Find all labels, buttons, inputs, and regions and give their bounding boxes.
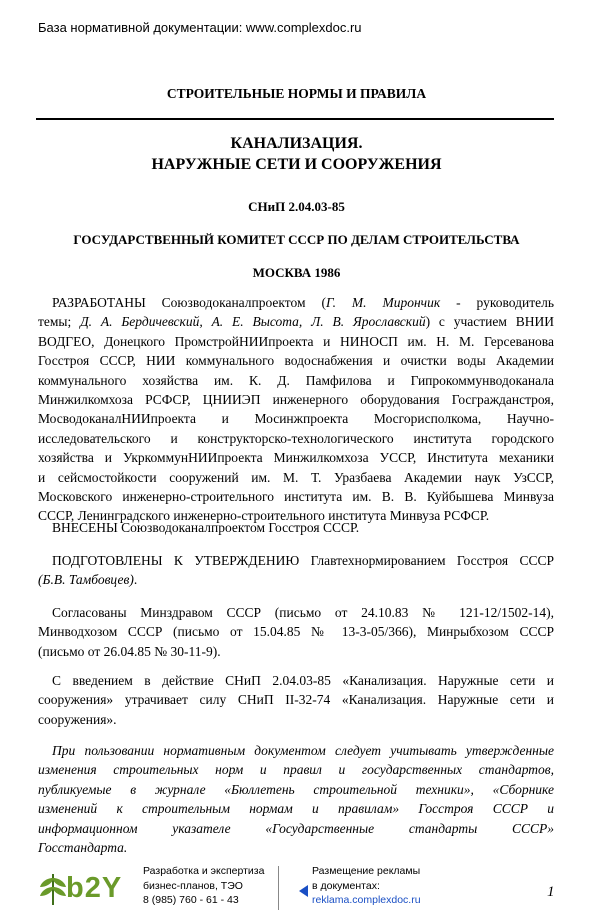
agreed-paragraph	[38, 603, 554, 661]
replaced-paragraph	[38, 671, 554, 729]
b2y-info	[143, 864, 264, 908]
developed-line: Московского инженерно-строительного института им. В. В. Куйбышева Минвуза	[38, 489, 554, 505]
document-code: СНиП 2.04.03-85	[248, 199, 345, 214]
ad-info	[312, 864, 421, 908]
developed-line: ВОДГЕО, Донецкого ПромстройНИИпроекта и НИНОСП им. Н. М. Герсеванова	[38, 333, 554, 349]
note-line: изменения строительных норм и правил и государственных стандартов,	[38, 762, 554, 778]
developed-line: хозяйства и УкркоммунНИИпроекта Минжилкомхоза УССР, Института механики	[38, 450, 554, 466]
left-arrow-icon	[299, 885, 308, 897]
developed-line: Госстроя СССР, НИИ коммунального водоснабжения и очистки воды Академии	[38, 353, 554, 369]
footer	[0, 862, 593, 921]
logo-text: b2Y	[66, 872, 123, 904]
note-paragraph	[38, 741, 554, 857]
agreed-line: Согласованы Минздравом СССР (письмо от 24.10.83 № 121-12/1502-14),	[52, 605, 554, 620]
b2y-line: Разработка и экспертиза	[143, 865, 265, 877]
developed-line: СССР, Ленинградского инженерно-строительного института Минвуза РСФСР.	[38, 508, 490, 524]
document-title	[0, 133, 593, 175]
developed-paragraph	[38, 293, 554, 526]
replaced-line: С введением в действие СНиП 2.04.03-85 «Канализация. Наружные сети и	[52, 673, 554, 688]
developed-line: коммунального хозяйства им. К. Д. Памфилова и Гипрокоммунводоканала	[38, 372, 554, 388]
introduced-paragraph	[38, 518, 554, 537]
leaf-icon	[38, 872, 68, 906]
developed-line: и сейсмостойкости сооружений им. М. Т. Уразбаева Академии наук УзССР,	[38, 469, 554, 485]
note-line: изменений к строительным нормам и правилам» Госстроя СССР и	[38, 801, 554, 817]
b2y-phone: 8 (985) 760 - 61 - 43	[143, 894, 239, 906]
replaced-line: сооружения» утрачивает силу СНиП II-32-74 «Канализация. Наружные сети и	[38, 692, 554, 708]
developed-line: РАЗРАБОТАНЫ Союзводоканалпроектом (Г. М. Мирончик - руководитель	[52, 295, 554, 310]
series-title: СТРОИТЕЛЬНЫЕ НОРМЫ И ПРАВИЛА	[166, 86, 427, 101]
page-number: 1	[547, 884, 555, 900]
ad-line: в документах:	[312, 879, 380, 892]
b2y-logo[interactable]	[38, 872, 136, 906]
note-line: информационном указателе «Государственные стандарты СССР»	[38, 820, 554, 836]
prepared-line: ПОДГОТОВЛЕНЫ К УТВЕРЖДЕНИЮ Главтехнормированием Госстроя СССР	[52, 553, 554, 568]
developed-line: исследовательского и конструкторско-технологического института городского	[38, 430, 554, 446]
b2y-line: бизнес-планов, ТЭО	[143, 879, 243, 892]
developed-line: темы; Д. А. Бердичевский, А. Е. Высота, Л. В. Ярославский) с участием ВНИИ	[38, 314, 554, 330]
introduced-line: ВНЕСЕНЫ Союзводоканалпроектом Госстроя СССР.	[52, 520, 360, 535]
prepared-paragraph	[38, 551, 554, 590]
developed-line: Минжилкомхоза РСФСР, ЦНИИЭП инженерного оборудования Госгражданстроя,	[38, 392, 554, 408]
committee-name: ГОСУДАРСТВЕННЫЙ КОМИТЕТ СССР ПО ДЕЛАМ СТРОИТЕЛЬСТВА	[73, 232, 520, 247]
note-line: публикуемые в журнале «Бюллетень строительной техники», «Сборнике	[38, 781, 554, 797]
title-line-1: КАНАЛИЗАЦИЯ.	[230, 135, 363, 152]
city-year: МОСКВА 1986	[252, 265, 341, 280]
title-line-2: НАРУЖНЫЕ СЕТИ И СООРУЖЕНИЯ	[151, 156, 442, 173]
replaced-line: сооружения».	[38, 711, 117, 727]
note-line: Госстандарта.	[38, 840, 128, 856]
site-header: База нормативной документации: www.complexdoc.ru	[38, 20, 362, 35]
developed-line: МосводоканалНИИпроекта и Мосинжпроекта Мосгорисполкома, Научно-	[38, 411, 554, 427]
ad-line: Размещение рекламы	[312, 865, 421, 877]
footer-divider	[278, 866, 279, 910]
agreed-line: Минводхозом СССР (письмо от 15.04.85 № 13-3-05/366), Минрыбхозом СССР	[38, 624, 554, 640]
note-line: При пользовании нормативным документом следует учитывать утвержденные	[52, 743, 554, 758]
header-rule	[36, 118, 554, 120]
prepared-line: (Б.В. Тамбовцев).	[38, 572, 138, 588]
agreed-line: (письмо от 26.04.85 № 30-11-9).	[38, 643, 221, 659]
ad-link[interactable]: reklama.complexdoc.ru	[312, 894, 421, 906]
